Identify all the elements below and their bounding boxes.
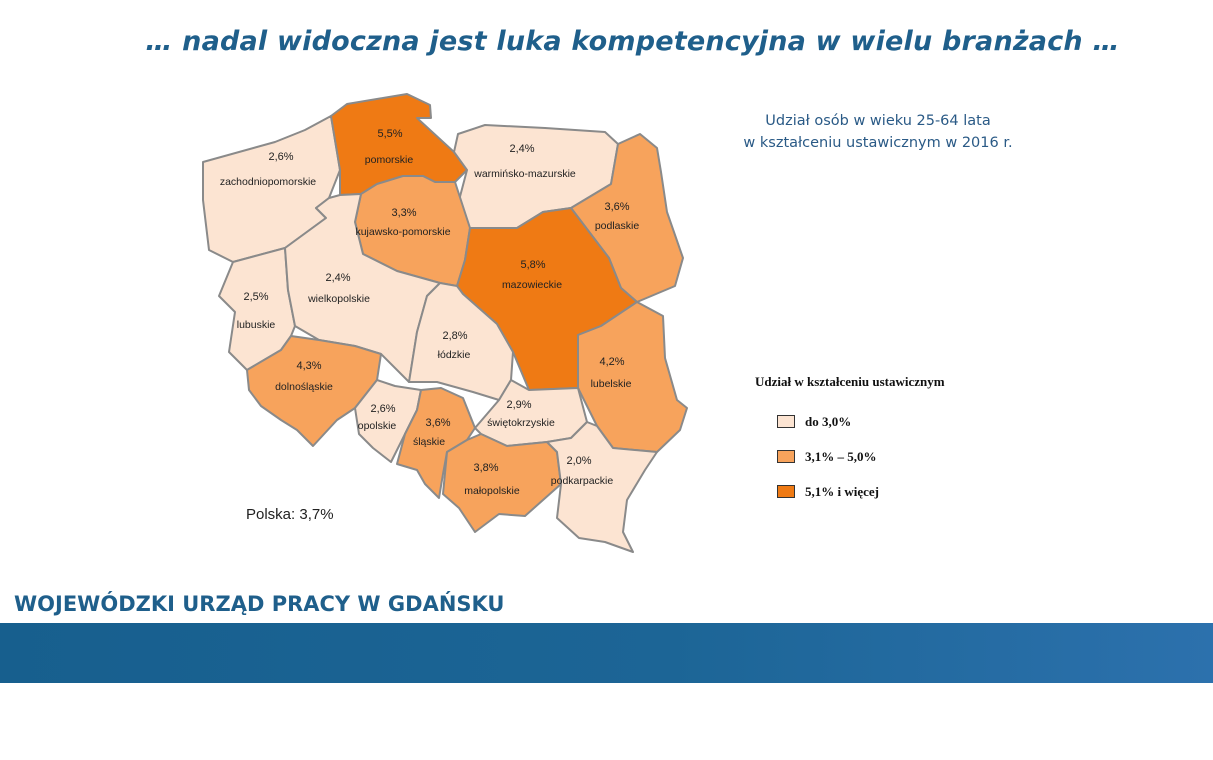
- voivodeship-map: [195, 90, 695, 560]
- map-caption-line1: Udział osób w wieku 25-64 lata: [765, 113, 991, 129]
- footer-bar: [0, 623, 1213, 683]
- region-value-lodzkie: 2,8%: [442, 330, 468, 342]
- region-value-warminsko-mazurskie: 2,4%: [509, 143, 535, 155]
- region-label-wielkopolskie: wielkopolskie: [308, 293, 370, 305]
- legend-item-mid: [777, 439, 945, 474]
- legend-label-mid: 3,1% – 5,0%: [805, 448, 877, 464]
- legend-swatch-high: [777, 485, 795, 498]
- legend-label-low: do 3,0%: [805, 413, 852, 429]
- map-caption: [668, 110, 1088, 154]
- region-value-zachodniopomorskie: 2,6%: [268, 151, 294, 163]
- footer-organization: WOJEWÓDZKI URZĄD PRACY W GDAŃSKU: [14, 592, 505, 616]
- region-value-mazowieckie: 5,8%: [520, 259, 546, 271]
- region-label-zachodniopomorskie: zachodniopomorskie: [219, 176, 317, 188]
- region-value-lubuskie: 2,5%: [243, 291, 269, 303]
- slide-title: … nadal widoczna jest luka kompetencyjna w wielu branżach …: [145, 26, 1120, 57]
- region-value-malopolskie: 3,8%: [473, 462, 499, 474]
- region-label-mazowieckie: mazowieckie: [501, 279, 563, 291]
- region-label-lubelskie: lubelskie: [590, 378, 632, 390]
- legend-item-low: [777, 404, 945, 439]
- region-label-warminsko-mazurskie: warmińsko-mazurskie: [474, 168, 576, 180]
- region-malopolskie: [443, 434, 561, 532]
- map-caption-line2: w kształceniu ustawicznym w 2016 r.: [743, 135, 1013, 151]
- region-label-podlaskie: podlaskie: [594, 220, 640, 232]
- region-label-lodzkie: łódzkie: [437, 349, 471, 361]
- region-value-swietokrzyskie: 2,9%: [506, 399, 532, 411]
- legend-item-high: [777, 474, 945, 509]
- region-label-swietokrzyskie: świętokrzyskie: [487, 417, 555, 429]
- region-label-dolnoslaskie: dolnośląskie: [275, 381, 333, 393]
- region-value-opolskie: 2,6%: [370, 403, 396, 415]
- region-value-dolnoslaskie: 4,3%: [296, 360, 322, 372]
- region-value-kujawsko-pomorskie: 3,3%: [391, 207, 417, 219]
- legend-label-high: 5,1% i więcej: [805, 483, 880, 499]
- region-label-lubuskie: lubuskie: [236, 319, 276, 331]
- region-value-lubelskie: 4,2%: [599, 356, 625, 368]
- legend-swatch-low: [777, 415, 795, 428]
- region-value-wielkopolskie: 2,4%: [325, 272, 351, 284]
- region-value-podkarpackie: 2,0%: [566, 455, 592, 467]
- region-label-pomorskie: pomorskie: [364, 154, 414, 166]
- region-value-slaskie: 3,6%: [425, 417, 451, 429]
- national-average: Polska: 3,7%: [246, 506, 334, 523]
- region-label-podkarpackie: podkarpackie: [550, 475, 614, 487]
- legend-title: Udział w kształceniu ustawicznym: [755, 374, 945, 389]
- region-label-malopolskie: małopolskie: [464, 485, 520, 497]
- region-value-podlaskie: 3,6%: [604, 201, 630, 213]
- region-value-pomorskie: 5,5%: [377, 128, 403, 140]
- region-label-opolskie: opolskie: [357, 420, 397, 432]
- map-legend: [755, 374, 945, 509]
- region-label-kujawsko-pomorskie: kujawsko-pomorskie: [355, 226, 451, 238]
- legend-swatch-mid: [777, 450, 795, 463]
- region-label-slaskie: śląskie: [412, 436, 446, 448]
